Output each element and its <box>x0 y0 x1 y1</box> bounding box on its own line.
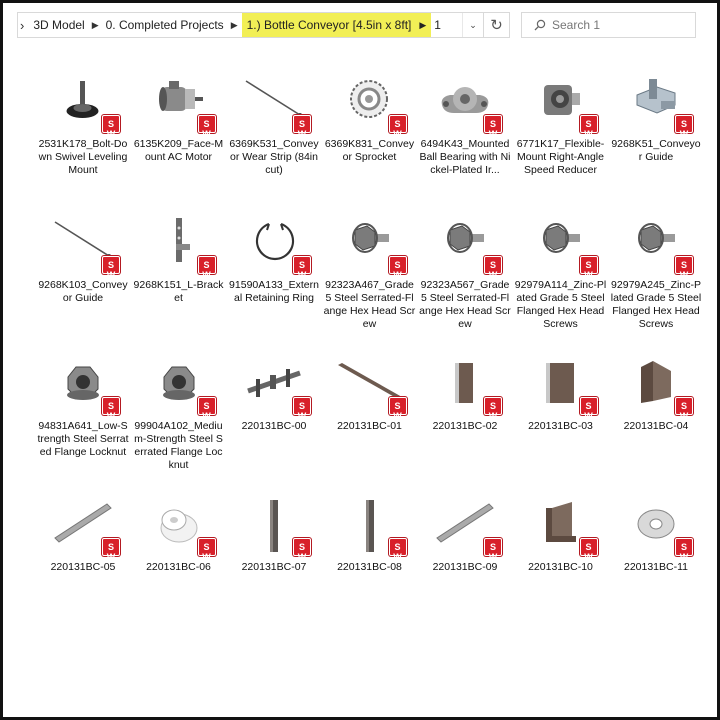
solidworks-badge-icon: S W <box>389 397 407 415</box>
file-thumbnail <box>608 357 704 421</box>
solidworks-badge-icon: S W <box>484 538 502 556</box>
file-name: 220131BC-11 <box>623 561 689 573</box>
file-thumbnail <box>322 498 418 562</box>
file-name: 92323A467_Grade 5 Steel Serrated-Flange Hex Head Screw <box>323 279 416 330</box>
plate-wide-icon <box>536 357 586 407</box>
solidworks-badge-icon: S W <box>198 115 216 133</box>
solidworks-badge-icon: S W <box>580 256 598 274</box>
solidworks-badge-icon: S W <box>675 256 693 274</box>
file-name: 220131BC-04 <box>623 420 689 432</box>
post-icon <box>360 498 380 554</box>
hex-screw-icon <box>345 216 395 266</box>
file-name: 92323A567_Grade 5 Steel Serrated-Flange Hex Head Screw <box>419 279 511 330</box>
file-thumbnail <box>513 75 609 139</box>
solidworks-badge-icon: S W <box>484 115 502 133</box>
angle-icon <box>536 498 586 548</box>
solidworks-badge-icon: S W <box>580 538 598 556</box>
solidworks-badge-icon: S W <box>389 115 407 133</box>
file-thumbnail <box>417 357 513 421</box>
solidworks-badge-icon: S W <box>675 115 693 133</box>
solidworks-badge-icon: S W <box>198 397 216 415</box>
address-bar[interactable] <box>17 12 510 38</box>
file-name: 2531K178_Bolt-Down Swivel Leveling Mount <box>38 138 128 176</box>
l-bracket-icon <box>164 216 194 266</box>
file-name: 9268K51_Conveyor Guide <box>611 138 701 163</box>
file-item[interactable] <box>131 498 227 574</box>
file-item[interactable] <box>322 357 418 433</box>
breadcrumb-3d-model[interactable]: 3D Model <box>33 18 85 32</box>
file-thumbnail <box>131 216 227 280</box>
file-thumbnail <box>513 498 609 562</box>
file-thumbnail <box>131 357 227 421</box>
file-item[interactable] <box>417 216 513 331</box>
solidworks-badge-icon: S W <box>102 538 120 556</box>
file-thumbnail <box>513 357 609 421</box>
solidworks-badge-icon: S W <box>293 115 311 133</box>
file-thumbnail <box>131 498 227 562</box>
file-thumbnail <box>226 216 322 280</box>
breadcrumb-separator-icon[interactable]: ▶ <box>230 19 238 30</box>
reducer-icon <box>536 75 586 125</box>
file-item[interactable] <box>513 75 609 177</box>
file-item[interactable] <box>513 498 609 574</box>
file-name: 220131BC-08 <box>337 561 402 573</box>
file-name: 6494K43_Mounted Ball Bearing with Nickel-Plated Ir... <box>419 138 511 176</box>
file-thumbnail <box>417 498 513 562</box>
solidworks-badge-icon: S W <box>293 538 311 556</box>
solidworks-badge-icon: S W <box>389 256 407 274</box>
file-item[interactable] <box>513 216 609 331</box>
file-name: 6369K831_Conveyor Sprocket <box>324 138 415 163</box>
search-box[interactable] <box>521 12 696 38</box>
file-name: 91590A133_External Retaining Ring <box>229 279 319 304</box>
file-name: 9268K103_Conveyor Guide <box>38 279 128 304</box>
file-thumbnail <box>131 75 227 139</box>
file-name: 6135K209_Face-Mount AC Motor <box>133 138 224 163</box>
file-thumbnail <box>322 75 418 139</box>
breadcrumb-separator-icon[interactable]: ▶ <box>419 19 427 30</box>
solidworks-badge-icon: S W <box>484 397 502 415</box>
plate-icon <box>445 357 485 407</box>
file-item[interactable] <box>35 75 131 177</box>
locknut-icon <box>154 357 204 407</box>
file-thumbnail <box>322 216 418 280</box>
breadcrumb <box>18 13 444 37</box>
file-item[interactable] <box>226 75 322 177</box>
refresh-icon[interactable]: ↻ <box>483 13 509 37</box>
file-item[interactable] <box>608 498 704 574</box>
address-dropdown-icon[interactable]: ⌄ <box>462 13 483 37</box>
search-placeholder: Search 1 <box>552 18 601 32</box>
file-item[interactable] <box>226 498 322 574</box>
file-item[interactable] <box>608 75 704 164</box>
file-name: 6771K17_Flexible-Mount Right-Angle Speed Reducer <box>516 138 605 176</box>
file-thumbnail <box>226 75 322 139</box>
file-name: 220131BC-01 <box>337 420 402 432</box>
solidworks-badge-icon: S W <box>102 397 120 415</box>
file-item[interactable] <box>131 357 227 472</box>
file-name: 9268K151_L-Bracket <box>133 279 224 304</box>
file-item[interactable] <box>226 216 322 305</box>
file-name: 92979A114_Zinc-Plated Grade 5 Steel Flanged Hex Head Screws <box>514 279 607 330</box>
solidworks-badge-icon: S W <box>675 538 693 556</box>
file-item[interactable] <box>35 357 131 459</box>
hex-screw-icon <box>440 216 490 266</box>
solidworks-badge-icon: S W <box>389 538 407 556</box>
locknut-icon <box>58 357 108 407</box>
file-item[interactable] <box>226 357 322 433</box>
file-item[interactable] <box>131 216 227 305</box>
file-item[interactable] <box>608 357 704 433</box>
file-name: 99904A102_Medium-Strength Steel Serrated Flange Locknut <box>134 420 223 471</box>
washer-icon <box>631 498 681 548</box>
solidworks-badge-icon: S W <box>580 115 598 133</box>
file-item[interactable] <box>417 498 513 574</box>
file-name: 92979A245_Zinc-Plated Grade 5 Steel Flanged Hex Head Screws <box>610 279 702 330</box>
file-name: 220131BC-00 <box>241 420 307 432</box>
breadcrumb-overflow-chevron[interactable]: › <box>20 17 25 33</box>
breadcrumb-bottle-conveyor[interactable] <box>242 13 432 37</box>
hex-screw-icon <box>631 216 681 266</box>
hex-screw-icon <box>536 216 586 266</box>
solidworks-badge-icon: S W <box>580 397 598 415</box>
breadcrumb-current-folder[interactable]: 1 <box>434 18 441 32</box>
post-icon <box>264 498 284 554</box>
file-thumbnail <box>513 216 609 280</box>
file-name: 220131BC-06 <box>146 561 211 573</box>
breadcrumb-bottle-conveyor-label: 1.) Bottle Conveyor [4.5in x 8ft] <box>246 18 412 32</box>
breadcrumb-completed-projects[interactable]: 0. Completed Projects <box>105 18 224 32</box>
leveling-mount-icon <box>58 75 108 125</box>
search-icon <box>534 19 546 31</box>
retaining-ring-icon <box>249 216 299 266</box>
file-name: 220131BC-05 <box>50 561 116 573</box>
file-name: 6369K531_Conveyor Wear Strip (84in cut) <box>229 138 319 176</box>
breadcrumb-separator-icon[interactable]: ▶ <box>91 19 99 30</box>
file-thumbnail <box>608 498 704 562</box>
file-item[interactable] <box>417 75 513 177</box>
file-item[interactable] <box>322 216 418 331</box>
file-thumbnail <box>417 75 513 139</box>
solidworks-badge-icon: S W <box>293 256 311 274</box>
file-item[interactable] <box>131 75 227 164</box>
file-thumbnail <box>608 75 704 139</box>
spacer-icon <box>154 498 204 548</box>
file-item[interactable] <box>513 357 609 433</box>
solidworks-badge-icon: S W <box>293 397 311 415</box>
file-name: 220131BC-07 <box>241 561 307 573</box>
file-thumbnail <box>35 216 131 280</box>
file-item[interactable] <box>35 498 131 574</box>
file-name: 220131BC-02 <box>432 420 498 432</box>
file-name: 220131BC-10 <box>528 561 593 573</box>
file-item[interactable] <box>35 216 131 305</box>
file-name: 94831A641_Low-Strength Steel Serrated Flange Locknut <box>37 420 129 458</box>
file-thumbnail <box>35 357 131 421</box>
file-thumbnail <box>35 498 131 562</box>
solidworks-badge-icon: S W <box>102 256 120 274</box>
file-thumbnail <box>417 216 513 280</box>
solidworks-badge-icon: S W <box>102 115 120 133</box>
solidworks-badge-icon: S W <box>675 397 693 415</box>
file-name: 220131BC-03 <box>528 420 593 432</box>
solidworks-badge-icon: S W <box>484 256 502 274</box>
file-thumbnail <box>322 357 418 421</box>
file-thumbnail <box>608 216 704 280</box>
file-item[interactable] <box>322 75 418 164</box>
file-item[interactable] <box>608 216 704 331</box>
file-item[interactable] <box>322 498 418 574</box>
file-thumbnail <box>226 498 322 562</box>
file-thumbnail <box>35 75 131 139</box>
solidworks-badge-icon: S W <box>198 538 216 556</box>
sprocket-icon <box>345 75 395 125</box>
file-item[interactable] <box>417 357 513 433</box>
file-thumbnail <box>226 357 322 421</box>
channel-icon <box>631 357 681 407</box>
file-name: 220131BC-09 <box>432 561 498 573</box>
solidworks-badge-icon: S W <box>198 256 216 274</box>
